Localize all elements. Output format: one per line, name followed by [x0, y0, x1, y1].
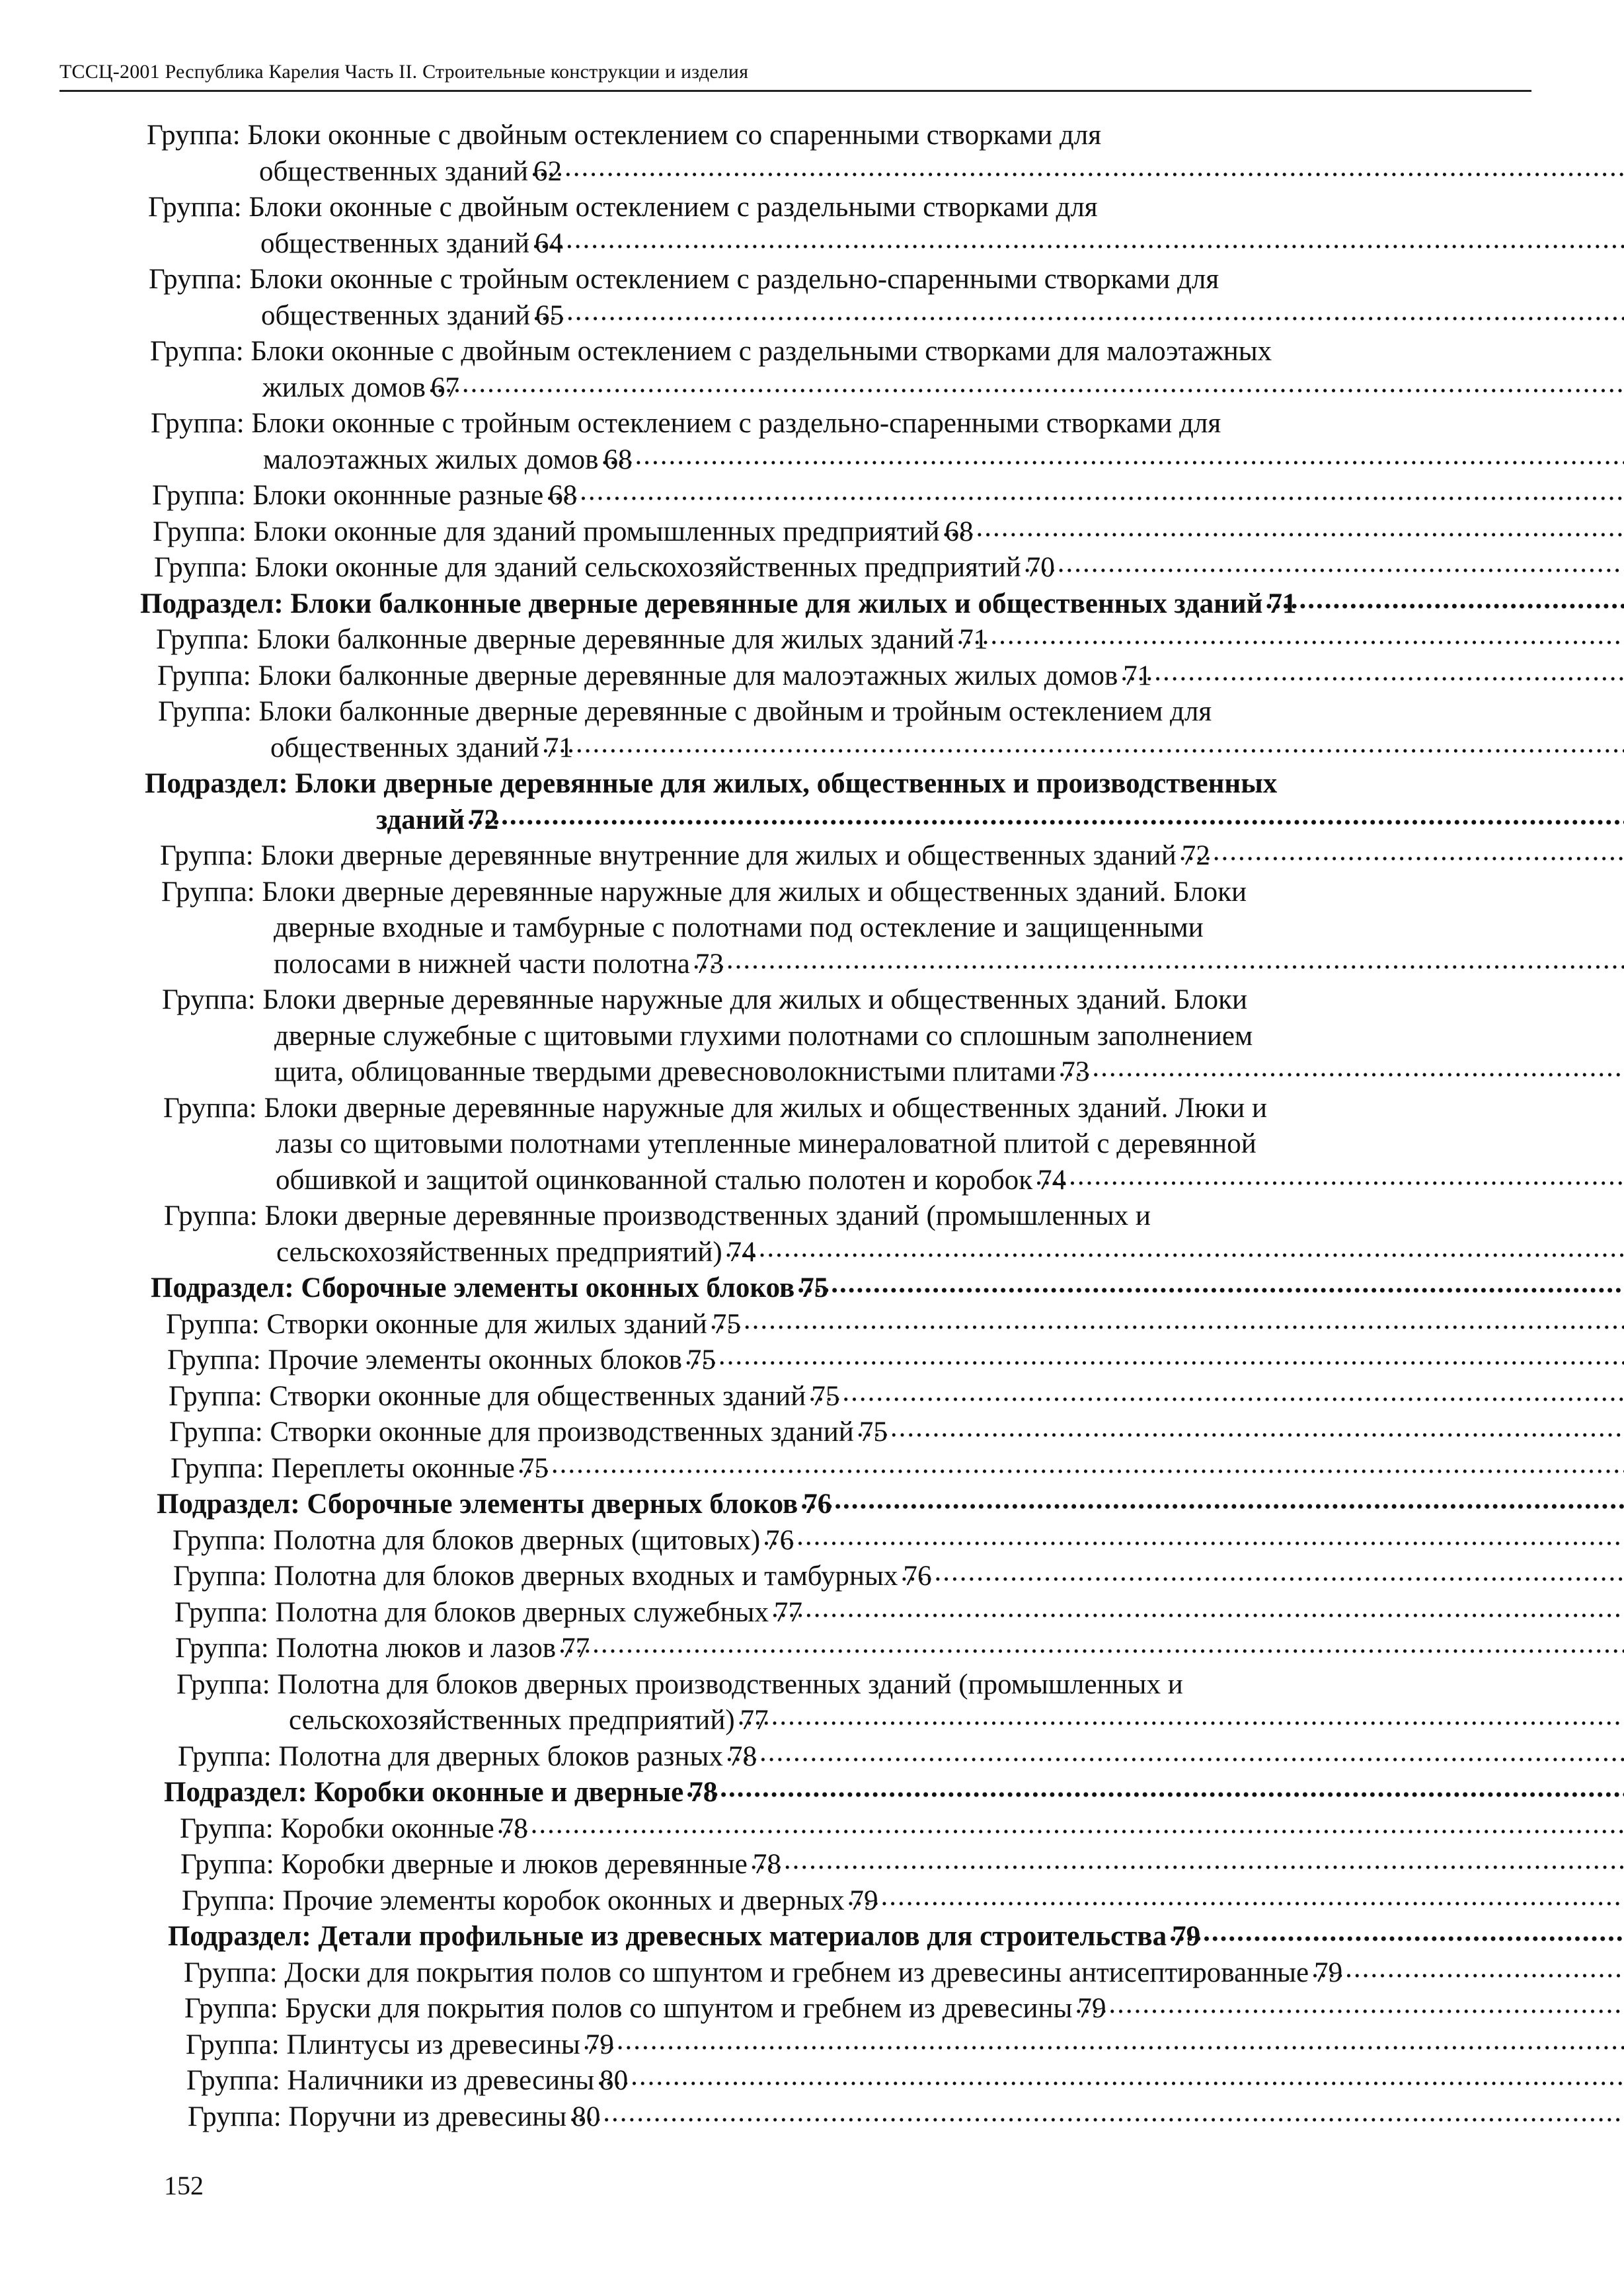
toc-group-entry	[174, 1595, 1411, 1631]
toc-group-entry	[184, 1991, 1411, 2027]
toc-entry-leader-line	[178, 1739, 1411, 1775]
header-rule	[59, 90, 1531, 92]
toc-entry-leader-line	[161, 947, 1411, 983]
toc-entry-leader-line	[168, 1919, 1411, 1955]
toc-entry-title: жилых домов	[262, 371, 426, 403]
toc-page-number: 64	[535, 227, 564, 259]
toc-entry-line: Группа: Блоки дверные деревянные наружные для жилых и общественных зданий. Блоки	[162, 984, 1248, 1015]
toc-entry-title: общественных зданий	[260, 227, 530, 259]
toc-page-number: 70	[1026, 552, 1055, 583]
toc-entry-title: Группа: Блоки балконные дверные деревянные для жилых зданий	[156, 624, 954, 655]
toc-entry-leader-line	[157, 658, 1411, 695]
toc-entry-title: общественных зданий	[259, 155, 529, 187]
toc-page-number: 72	[1181, 840, 1210, 871]
toc-entry-leader-line	[173, 1523, 1411, 1559]
toc-entry-line: Группа: Блоки оконные с тройным остеклением с раздельно-спаренными створками для	[149, 264, 1219, 295]
toc-entry-title: Группа: Бруски для покрытия полов со шпунтом и гребнем из древесины	[184, 1993, 1073, 2024]
toc-page-number: 65	[535, 299, 564, 331]
toc-subsection-entry	[151, 1270, 1411, 1307]
toc-entry-title: общественных зданий	[270, 732, 540, 763]
toc-entry-leader-line	[182, 1883, 1411, 1920]
toc-group-entry	[180, 1811, 1411, 1847]
toc-entry-leader-line	[169, 1415, 1411, 1451]
toc-group-entry	[160, 838, 1411, 874]
toc-entry-title: Подраздел: Детали профильные из древесных материалов для строительства	[168, 1921, 1167, 1952]
toc-entry-leader-line	[176, 1703, 1411, 1739]
toc-group-entry	[175, 1631, 1411, 1667]
toc-page-number: 75	[687, 1344, 716, 1376]
toc-entry-title: щита, облицованные твердыми древесноволокнистыми плитами	[274, 1056, 1056, 1087]
toc-group-entry	[169, 1415, 1411, 1451]
toc-entry-title: Группа: Коробки дверные и люков деревянные	[180, 1849, 748, 1880]
toc-entry-title: Группа: Переплеты оконные	[171, 1452, 515, 1484]
toc-group-entry	[188, 2099, 1411, 2136]
toc-entry-title: сельскохозяйственных предприятий)	[289, 1705, 735, 1736]
toc-entry-leader-line	[175, 1631, 1411, 1667]
toc-entry-leader-line	[149, 298, 1411, 334]
toc-page-number: 78	[689, 1777, 718, 1808]
toc-group-entry	[147, 118, 1411, 190]
toc-entry-title: Группа: Коробки оконные	[180, 1812, 494, 1844]
toc-entry-leader-line	[150, 370, 1411, 407]
toc-subsection-entry	[140, 586, 1411, 623]
toc-entry-line: Группа: Блоки балконные дверные деревянные с двойным и тройным остеклением для	[158, 696, 1212, 727]
toc-entry-leader-line	[186, 2027, 1411, 2064]
toc-entry-title: зданий	[376, 804, 465, 835]
toc-entry-leader-line	[151, 442, 1411, 479]
toc-page-number: 75	[712, 1308, 741, 1340]
toc-group-entry	[173, 1523, 1411, 1559]
toc-entry-title: Группа: Блоки дверные деревянные внутренние для жилых и общественных зданий	[160, 840, 1177, 871]
toc-entry-line: лазы со щитовыми полотнами утепленные минераловатной плитой с деревянной	[276, 1128, 1257, 1159]
toc-entry-title: обшивкой и защитой оцинкованной сталью полотен и коробок	[276, 1164, 1033, 1196]
toc-group-entry	[173, 1559, 1411, 1595]
toc-entry-leader-line	[162, 1054, 1411, 1091]
toc-page-number: 80	[599, 2065, 629, 2096]
toc-entry-leader-line	[173, 1559, 1411, 1595]
toc-entry-leader-line	[188, 2099, 1411, 2136]
toc-group-entry	[182, 1883, 1411, 1920]
toc-page-number: 77	[773, 1596, 802, 1628]
toc-group-entry	[161, 874, 1411, 983]
toc-entry-title: общественных зданий	[261, 299, 531, 331]
toc-page-number: 62	[533, 155, 562, 187]
toc-group-entry	[152, 478, 1411, 514]
toc-group-entry	[164, 1198, 1411, 1270]
toc-page-number: 77	[561, 1633, 590, 1664]
toc-group-entry	[186, 2063, 1411, 2099]
toc-page-number: 76	[903, 1561, 932, 1592]
toc-page-number: 78	[728, 1740, 757, 1772]
toc-subsection-entry	[145, 766, 1411, 838]
toc-subsection-entry	[164, 1775, 1411, 1811]
toc-entry-leader-line	[154, 550, 1411, 586]
toc-group-entry	[166, 1307, 1411, 1343]
toc-page-number: 73	[1061, 1056, 1090, 1087]
toc-page-number: 75	[520, 1452, 549, 1484]
toc-group-entry	[171, 1451, 1411, 1487]
toc-entry-leader-line	[167, 1342, 1411, 1379]
toc-entry-title: Группа: Поручни из древесины	[188, 2101, 567, 2132]
toc-entry-title: Группа: Полотна для блоков дверных служебных	[174, 1596, 769, 1628]
toc-entry-title: Группа: Прочие элементы оконных блоков	[167, 1344, 682, 1376]
toc-entry-title: Группа: Полотна люков и лазов	[175, 1633, 557, 1664]
toc-entry-title: Группа: Блоки оконнные разные	[152, 480, 544, 511]
toc-entry-leader-line	[157, 1487, 1411, 1523]
toc-group-entry	[148, 190, 1411, 262]
toc-group-entry	[186, 2027, 1411, 2064]
toc-entry-leader-line	[156, 622, 1411, 658]
toc-page-number: 67	[430, 371, 459, 403]
toc-entry-title: Группа: Створки оконные для жилых зданий	[166, 1308, 707, 1340]
toc-entry-leader-line	[174, 1595, 1411, 1631]
toc-group-entry	[154, 550, 1411, 586]
toc-entry-line: Группа: Блоки оконные с тройным остеклением с раздельно-спаренными створками для	[151, 408, 1221, 439]
toc-entry-leader-line	[164, 1235, 1411, 1271]
toc-page-number: 68	[603, 444, 633, 475]
page-number: 152	[164, 2171, 204, 2200]
toc-entry-title: сельскохозяйственных предприятий)	[276, 1236, 722, 1268]
toc-group-entry	[169, 1379, 1411, 1415]
toc-entry-leader-line	[140, 586, 1411, 623]
toc-page-number: 79	[1172, 1921, 1201, 1952]
toc-entry-leader-line	[163, 1163, 1411, 1199]
toc-page-number: 71	[1123, 660, 1152, 691]
toc-group-entry	[163, 1091, 1411, 1199]
toc-page-number: 76	[765, 1524, 794, 1556]
toc-entry-leader-line	[158, 730, 1411, 767]
toc-group-entry	[156, 622, 1411, 658]
toc-page-number: 68	[549, 480, 578, 511]
toc-page-number: 76	[803, 1489, 832, 1520]
toc-group-entry	[157, 658, 1411, 695]
toc-page-number: 68	[945, 516, 974, 547]
toc-page-number: 74	[1038, 1164, 1067, 1196]
toc-page-number: 72	[470, 804, 499, 835]
toc-group-entry	[151, 406, 1411, 478]
toc-entry-leader-line	[186, 2063, 1411, 2099]
toc-page-number: 78	[752, 1849, 781, 1880]
toc-page-number: 80	[572, 2101, 601, 2132]
toc-subsection-entry	[157, 1487, 1411, 1523]
toc-group-entry	[184, 1955, 1411, 1992]
toc-entry-leader-line	[164, 1775, 1411, 1811]
toc-page-number: 79	[849, 1884, 878, 1916]
toc-group-entry	[150, 334, 1411, 406]
toc-page-number: 71	[959, 624, 988, 655]
toc-page-number: 75	[811, 1380, 840, 1412]
toc-entry-title: Группа: Полотна для дверных блоков разных	[178, 1740, 723, 1772]
toc-entry-leader-line	[184, 1991, 1411, 2027]
toc-entry-title: Группа: Доски для покрытия полов со шпунтом и гребнем из древесины антисептированные	[184, 1957, 1309, 1988]
running-header: ТССЦ-2001 Республика Карелия Часть II. Строительные конструкции и изделия	[59, 61, 749, 83]
toc-page-number: 71	[1268, 588, 1297, 619]
toc-entry-title: Подраздел: Сборочные элементы дверных блоков	[157, 1489, 798, 1520]
toc-page-number: 71	[545, 732, 574, 763]
toc-entry-line: Подраздел: Блоки дверные деревянные для жилых, общественных и производственных	[145, 768, 1278, 799]
toc-entry-title: Группа: Блоки оконные для зданий сельскохозяйственных предприятий	[154, 552, 1021, 583]
toc-page-number: 79	[1314, 1957, 1343, 1988]
toc-entry-line: Группа: Блоки дверные деревянные наружные для жилых и общественных зданий. Люки и	[163, 1092, 1268, 1124]
toc-entry-title: малоэтажных жилых домов	[263, 444, 599, 475]
toc-entry-title: Подраздел: Коробки оконные и дверные	[164, 1777, 684, 1808]
toc-entry-title: Группа: Блоки балконные дверные деревянные для малоэтажных жилых домов	[157, 660, 1118, 691]
toc-group-entry	[149, 262, 1411, 334]
toc-entry-line: Группа: Блоки дверные деревянные наружные для жилых и общественных зданий. Блоки	[161, 876, 1247, 908]
toc-group-entry	[153, 514, 1411, 551]
toc-group-entry	[158, 694, 1411, 766]
toc-entry-line: Группа: Блоки оконные с двойным остеклением со спаренными створками для	[147, 120, 1102, 151]
toc-page-number: 75	[800, 1272, 829, 1303]
toc-entry-leader-line	[145, 802, 1411, 839]
toc-entry-line: Группа: Блоки оконные с двойным остеклением с раздельными створками для малоэтажных	[150, 336, 1272, 367]
toc-entry-title: Группа: Полотна для блоков дверных входных и тамбурных	[173, 1561, 898, 1592]
toc-entry-title: Группа: Блоки оконные для зданий промышленных предприятий	[153, 516, 940, 547]
toc-page-number: 79	[1077, 1993, 1106, 2024]
toc-entry-leader-line	[148, 226, 1411, 262]
toc-group-entry	[162, 982, 1411, 1091]
toc-entry-leader-line	[160, 838, 1411, 874]
toc-entry-title: Группа: Плинтусы из древесины	[186, 2029, 580, 2060]
toc-entry-leader-line	[184, 1955, 1411, 1992]
toc-entry-title: Подраздел: Сборочные элементы оконных блоков	[151, 1272, 795, 1303]
toc-entry-leader-line	[180, 1811, 1411, 1847]
toc-entry-leader-line	[180, 1847, 1411, 1883]
toc-entry-title: полосами в нижней части полотна	[274, 948, 690, 980]
toc-entry-line: Группа: Полотна для блоков дверных производственных зданий (промышленных и	[176, 1668, 1183, 1700]
toc-entry-line: Группа: Блоки оконные с двойным остеклением с раздельными створками для	[148, 192, 1098, 223]
toc-group-entry	[176, 1667, 1411, 1739]
toc-entry-leader-line	[151, 1270, 1411, 1307]
toc-entry-leader-line	[153, 514, 1411, 551]
toc-entry-line: дверные служебные с щитовыми глухими полотнами со сплошным заполнением	[274, 1020, 1253, 1052]
toc-entry-title: Подраздел: Блоки балконные дверные деревянные для жилых и общественных зданий	[140, 588, 1263, 619]
toc-page-number: 75	[859, 1416, 888, 1448]
toc-entry-leader-line	[171, 1451, 1411, 1487]
toc-page-number: 79	[585, 2029, 614, 2060]
toc-group-entry	[167, 1342, 1411, 1379]
toc-entry-line: дверные входные и тамбурные с полотнами под остекление и защищенными	[274, 912, 1204, 943]
toc-entry-title: Группа: Створки оконные для производственных зданий	[169, 1416, 854, 1448]
toc-entry-leader-line	[169, 1379, 1411, 1415]
toc-entry-title: Группа: Прочие элементы коробок оконных и дверных	[182, 1884, 845, 1916]
toc-page-number: 74	[727, 1236, 756, 1268]
toc-entry-line: Группа: Блоки дверные деревянные производственных зданий (промышленных и	[164, 1200, 1151, 1231]
toc-entry-leader-line	[166, 1307, 1411, 1343]
toc-entry-title: Группа: Наличники из древесины	[186, 2065, 595, 2096]
toc-entry-leader-line	[152, 478, 1411, 514]
toc-page-number: 73	[695, 948, 724, 980]
toc-subsection-entry	[168, 1919, 1411, 1955]
toc-entry-leader-line	[147, 154, 1411, 190]
toc-group-entry	[180, 1847, 1411, 1883]
toc-entry-title: Группа: Полотна для блоков дверных (щитовых)	[173, 1524, 761, 1556]
table-of-contents	[0, 118, 1624, 2135]
toc-entry-title: Группа: Створки оконные для общественных зданий	[169, 1380, 806, 1412]
toc-page-number: 78	[499, 1812, 528, 1844]
toc-page-number: 77	[740, 1705, 769, 1736]
toc-group-entry	[178, 1739, 1411, 1775]
